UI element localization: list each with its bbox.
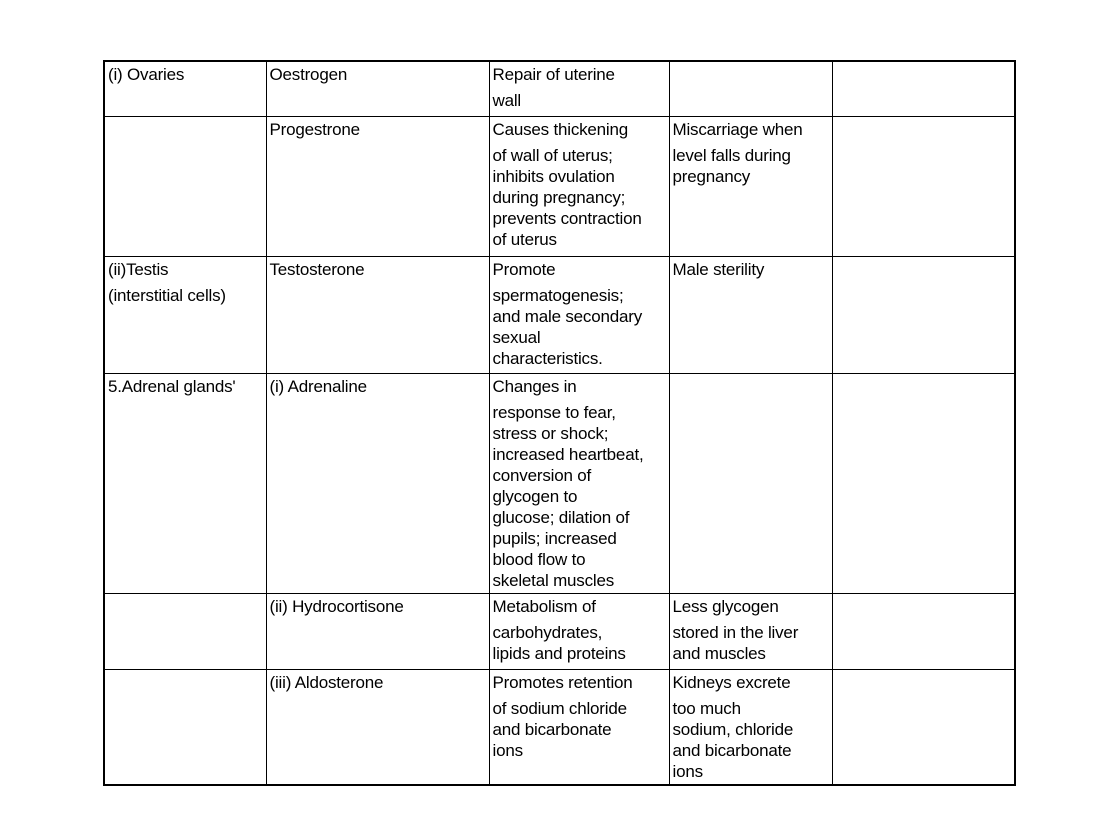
table-cell-gland <box>104 61 266 116</box>
table-row <box>104 373 1015 593</box>
cell-line: Causes thickening <box>492 119 629 139</box>
table-cell-function <box>489 669 669 785</box>
table-cell-hormone <box>266 116 489 256</box>
table-cell-notes <box>832 256 1015 373</box>
cell-line: Metabolism of <box>492 596 596 616</box>
cell-line: prevents contraction <box>492 208 642 228</box>
table-cell-notes <box>832 593 1015 669</box>
cell-line: of uterus <box>492 229 557 249</box>
cell-line: Progestrone <box>269 119 360 139</box>
cell-line: and bicarbonate <box>672 740 792 760</box>
cell-line: Kidneys excrete <box>672 672 791 692</box>
table-cell-effect <box>669 373 832 593</box>
cell-line: (ii)Testis <box>108 259 169 279</box>
cell-line: of sodium chloride <box>492 698 627 718</box>
table-row <box>104 61 1015 116</box>
table-cell-notes <box>832 669 1015 785</box>
table-cell-gland <box>104 593 266 669</box>
cell-line: during pregnancy; <box>492 187 626 207</box>
cell-line: Promotes retention <box>492 672 633 692</box>
cell-line: response to fear, <box>492 402 616 422</box>
table-cell-gland <box>104 373 266 593</box>
cell-line: Changes in <box>492 376 577 396</box>
cell-line: too much <box>672 698 741 718</box>
cell-line: Oestrogen <box>269 65 348 84</box>
cell-line: and muscles <box>672 643 766 663</box>
table-cell-function <box>489 373 669 593</box>
cell-line: of wall of uterus; <box>492 145 613 165</box>
cell-line: ions <box>492 740 523 760</box>
table-cell-notes <box>832 116 1015 256</box>
cell-line: increased heartbeat, <box>492 444 644 464</box>
cell-line: (interstitial cells) <box>108 285 226 305</box>
table-cell-gland <box>104 256 266 373</box>
hormone-table <box>103 60 1016 786</box>
cell-line: Less glycogen <box>672 596 779 616</box>
table-cell-hormone <box>266 256 489 373</box>
table-cell-gland <box>104 669 266 785</box>
table-cell-notes <box>832 373 1015 593</box>
cell-line: (i) Adrenaline <box>269 376 367 396</box>
cell-line: glucose; dilation of <box>492 507 630 527</box>
table-cell-effect <box>669 669 832 785</box>
cell-line: 5.Adrenal glands' <box>108 376 236 396</box>
table-cell-notes <box>832 61 1015 116</box>
table-cell-hormone <box>266 373 489 593</box>
table-row <box>104 116 1015 256</box>
cell-line: and male secondary <box>492 306 642 326</box>
table-cell-function <box>489 256 669 373</box>
cell-line: stress or shock; <box>492 423 609 443</box>
cell-line: pregnancy <box>672 166 751 186</box>
table-cell-gland <box>104 116 266 256</box>
table-row <box>104 669 1015 785</box>
cell-line: characteristics. <box>492 348 603 368</box>
cell-line: Testosterone <box>269 259 365 279</box>
table-row <box>104 256 1015 373</box>
cell-line: inhibits ovulation <box>492 166 615 186</box>
cell-line: blood flow to <box>492 549 586 569</box>
table-cell-hormone <box>266 593 489 669</box>
cell-line: Repair of uterine <box>492 65 615 84</box>
cell-line: pupils; increased <box>492 528 617 548</box>
cell-line: Promote <box>492 259 556 279</box>
cell-line: Male sterility <box>672 259 765 279</box>
table-cell-effect <box>669 61 832 116</box>
cell-line: stored in the liver <box>672 622 799 642</box>
cell-line: glycogen to <box>492 486 578 506</box>
cell-line: sexual <box>492 327 541 347</box>
cell-line: and bicarbonate <box>492 719 612 739</box>
table-cell-function <box>489 116 669 256</box>
table-cell-hormone <box>266 61 489 116</box>
cell-line: conversion of <box>492 465 592 485</box>
cell-line: skeletal muscles <box>492 570 615 590</box>
cell-line: level falls during <box>672 145 791 165</box>
cell-line: sodium, chloride <box>672 719 794 739</box>
table-cell-function <box>489 593 669 669</box>
cell-line: lipids and proteins <box>492 643 626 663</box>
cell-line: spermatogenesis; <box>492 285 624 305</box>
cell-line: Miscarriage when <box>672 119 803 139</box>
cell-line: ions <box>672 761 703 781</box>
table-cell-hormone <box>266 669 489 785</box>
cell-line: (iii) Aldosterone <box>269 672 384 692</box>
cell-line: carbohydrates, <box>492 622 603 642</box>
cell-line: wall <box>492 91 521 110</box>
table-cell-effect <box>669 256 832 373</box>
table-cell-effect <box>669 116 832 256</box>
cell-line: (i) Ovaries <box>108 65 185 84</box>
cell-line: (ii) Hydrocortisone <box>269 596 404 616</box>
table-cell-function <box>489 61 669 116</box>
table-row <box>104 593 1015 669</box>
table-cell-effect <box>669 593 832 669</box>
